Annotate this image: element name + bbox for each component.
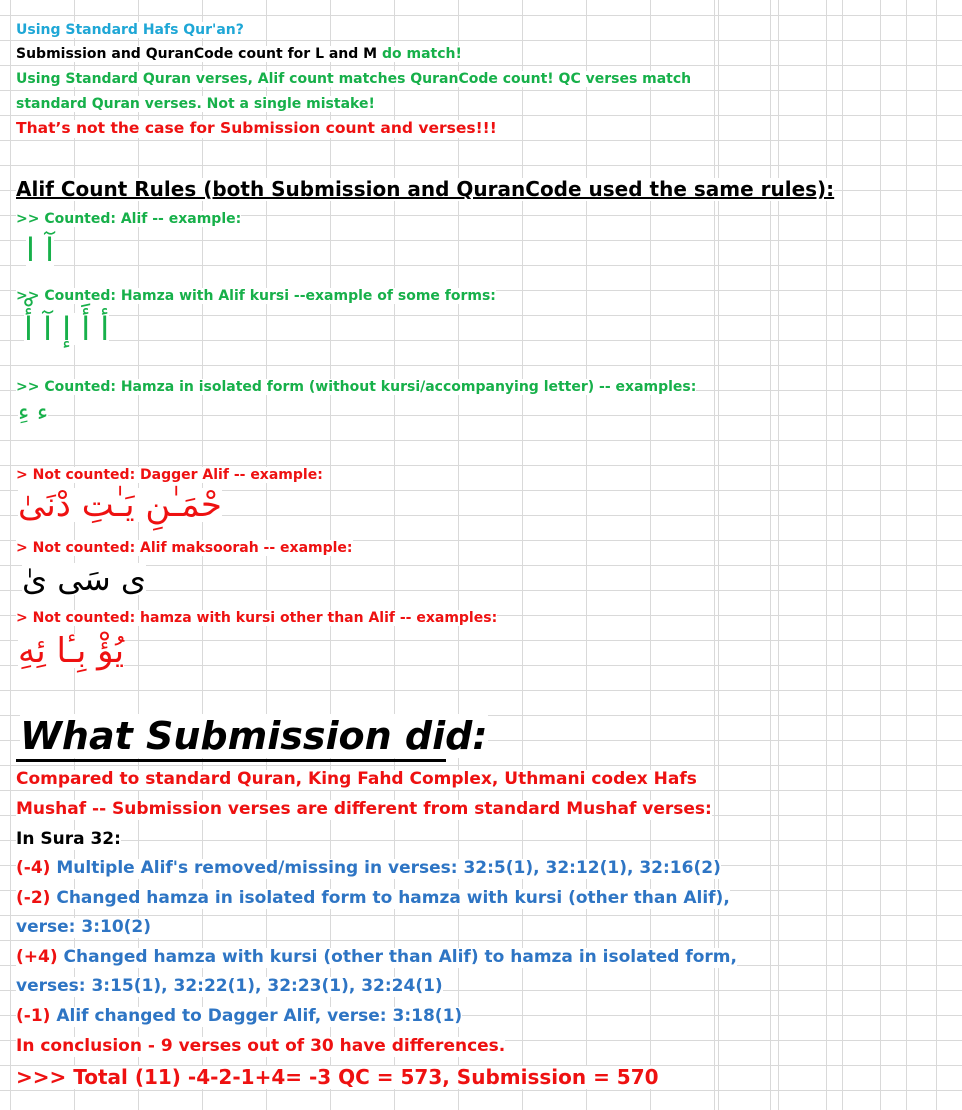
intro-standard-line: Using Standard Quran verses, Alif count matches QuranCode count! QC verses match (16, 71, 692, 87)
change-description: verse: 3:10(2) (16, 917, 152, 937)
change-count: (-2) (16, 888, 51, 908)
rule-hamza-kursi-label: > Not counted: hamza with kursi other than Alif -- examples: (16, 610, 498, 626)
total-line: >>> Total (11) -4-2-1+4= -3 QC = 573, Submission = 570 (16, 1065, 659, 1089)
rule-maksoorah-example: ى سَى ىٰ (22, 560, 146, 598)
change-description: verses: 3:15(1), 32:22(1), 32:23(1), 32:24(1) (16, 976, 443, 996)
comparison-line-1: Compared to standard Quran, King Fahd Complex, Uthmani codex Hafs (16, 769, 697, 789)
intro-match-text: Submission and QuranCode count for L and M (16, 46, 382, 62)
rule-alif-example: آ ا (26, 231, 54, 269)
rules-heading: Alif Count Rules (both Submission and QuranCode used the same rules): (16, 177, 835, 201)
rule-hamza-alif-example: أ أَ إ آ أْ (24, 310, 110, 348)
change-row (16, 859, 721, 879)
rule-hamza-alif-label: >> Counted: Hamza with Alif kursi --example of some forms: (16, 288, 496, 304)
rule-hamza-isolated-example: ء ءِ (18, 398, 49, 426)
change-description: Changed hamza with kursi (other than Alif) to hamza in isolated form, (57, 947, 737, 967)
intro-match-line (16, 46, 462, 62)
rule-hamza-isolated-label: >> Counted: Hamza in isolated form (without kursi/accompanying letter) -- examples: (16, 379, 697, 395)
change-description: Alif changed to Dagger Alif, verse: 3:18(1) (50, 1006, 463, 1026)
rule-hamza-kursi-example: يُؤْ بِـٔا ئِهِ (18, 631, 125, 671)
rule-alif-label: >> Counted: Alif -- example: (16, 211, 242, 227)
intro-mistake-line: standard Quran verses. Not a single mistake! (16, 96, 375, 112)
rule-dagger-label: > Not counted: Dagger Alif -- example: (16, 467, 323, 483)
change-count: (+4) (16, 947, 58, 967)
comparison-line-2: Mushaf -- Submission verses are different from standard Mushaf verses: (16, 799, 712, 819)
rule-maksoorah-label: > Not counted: Alif maksoorah -- example: (16, 540, 353, 556)
change-row (16, 948, 737, 968)
intro-warning: That’s not the case for Submission count and verses!!! (16, 119, 497, 137)
submission-title-underline (16, 759, 446, 762)
intro-question: Using Standard Hafs Qur'an? (16, 22, 244, 38)
submission-title: What Submission did: (20, 714, 488, 758)
change-row (16, 889, 730, 909)
change-row (16, 918, 151, 938)
sura-label: In Sura 32: (16, 829, 121, 849)
change-count: (-4) (16, 858, 51, 878)
change-row (16, 1007, 462, 1027)
change-count: (-1) (16, 1006, 51, 1026)
rule-dagger-example: حْمَـٰنِ يَـٰتِ دْنَىٰ (18, 485, 222, 525)
intro-match-status: do match! (381, 46, 462, 62)
change-row (16, 977, 443, 997)
change-description: Multiple Alif's removed/missing in verses: 32:5(1), 32:12(1), 32:16(2) (50, 858, 721, 878)
conclusion-line: In conclusion - 9 verses out of 30 have differences. (16, 1036, 506, 1056)
change-description: Changed hamza in isolated form to hamza with kursi (other than Alif), (50, 888, 730, 908)
